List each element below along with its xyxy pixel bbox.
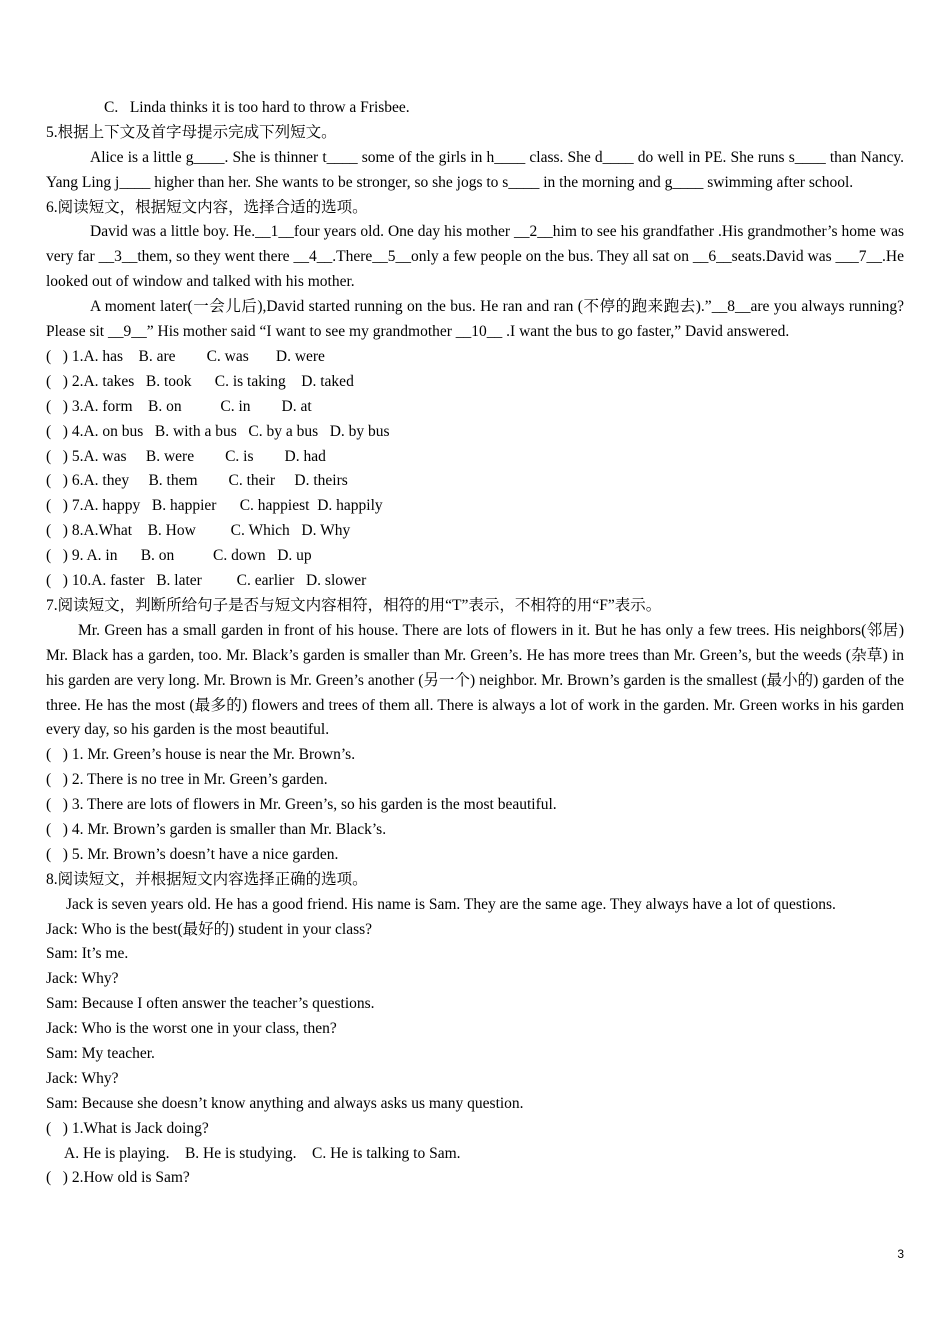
q5-passage: Alice is a little g____. She is thinner t____ some of the girls in h____ class. She d____ do well in PE. She runs s____ than Nancy. Yang Ling j____ higher than her. She wants to be stronger, so she jogs to s____ in the morning and g____ swimming after school.: [46, 148, 904, 191]
q6-paragraph-2: A moment later(一会儿后),David started running on the bus. He ran and ran (不停的跑来跑去).”__8__are you always running? Please sit __9__” His mother said “I want to see my grandmother __10__ .I want the bus to go faster,” David answered.: [46, 298, 904, 341]
q6-choice-item: ( ) 2.A. takes B. took C. is taking D. taked: [46, 372, 354, 390]
q8-question-1-choices: A. He is playing. B. He is studying. C. He is talking to Sam.: [64, 1144, 461, 1162]
page-number: 3: [897, 1247, 904, 1261]
q7-statement: ( ) 4. Mr. Brown’s garden is smaller than Mr. Black’s.: [46, 821, 387, 839]
q6-choice-item: ( ) 1.A. has B. are C. was D. were: [46, 348, 325, 366]
q7-statement-list: [46, 743, 904, 867]
dialogue-line: Jack: Why?: [46, 1069, 119, 1087]
page-content: [46, 96, 904, 1191]
q6-choice-item: ( ) 8.A.What B. How C. Which D. Why: [46, 522, 351, 540]
q8-question-2: ( ) 2.How old is Sam?: [46, 1169, 190, 1187]
q5-heading: 5.根据上下文及首字母提示完成下列短文。: [46, 123, 337, 141]
q6-paragraph-1: David was a little boy. He.__1__four years old. One day his mother __2__him to see his grandfather .His grandmother’s home was very far __3__them, so they went there __4__.There__5__only a few people on the bus. They all sat on __6__seats.David was ___7__.He looked out of window and talked with his mother.: [46, 223, 904, 291]
option-c: C. Linda thinks it is too hard to throw a Frisbee.: [104, 99, 410, 116]
dialogue-line: Jack: Who is the worst one in your class, then?: [46, 1020, 337, 1038]
q7-heading: 7.阅读短文，判断所给句子是否与短文内容相符，相符的用“T”表示，不相符的用“F”表示。: [46, 596, 662, 614]
q8-intro: Jack is seven years old. He has a good friend. His name is Sam. They are the same age. They always have a lot of questions.: [66, 895, 836, 913]
dialogue-line: Sam: It’s me.: [46, 945, 129, 963]
q7-statement: ( ) 5. Mr. Brown’s doesn’t have a nice garden.: [46, 845, 339, 863]
q8-dialogue: [46, 918, 904, 1117]
q6-choice-item: ( ) 6.A. they B. them C. their D. theirs: [46, 472, 348, 490]
dialogue-line: Sam: Because she doesn’t know anything and always asks us many question.: [46, 1094, 524, 1112]
q6-choice-item: ( ) 9. A. in B. on C. down D. up: [46, 547, 312, 565]
q6-choice-item: ( ) 5.A. was B. were C. is D. had: [46, 447, 326, 465]
q6-heading: 6.阅读短文，根据短文内容，选择合适的选项。: [46, 198, 368, 216]
q7-statement: ( ) 1. Mr. Green’s house is near the Mr. Brown’s.: [46, 746, 356, 764]
q7-statement: ( ) 2. There is no tree in Mr. Green’s garden.: [46, 771, 328, 789]
q7-passage: Mr. Green has a small garden in front of his house. There are lots of flowers in it. But he has only a few trees. His neighbors(邻居) Mr. Black has a garden, too. Mr. Black’s garden is smaller than Mr. Green’s. He has more trees than Mr. Green’s, but the weeds (杂草) in his garden are very long. Mr. Brown is Mr. Green’s another (另一个) neighbor. Mr. Brown’s garden is the smallest (最小的) garden of the three. He has the most (最多的) flowers and trees of them all. There is always a lot of work in the garden. Mr. Green works in his garden every day, so his garden is the most beautiful.: [46, 621, 904, 739]
q7-statement: ( ) 3. There are lots of flowers in Mr. Green’s, so his garden is the most beautiful.: [46, 796, 557, 814]
q6-choice-list: [46, 345, 904, 594]
q6-choice-item: ( ) 10.A. faster B. later C. earlier D. slower: [46, 572, 367, 590]
dialogue-line: Sam: Because I often answer the teacher’s questions.: [46, 995, 375, 1013]
q8-heading: 8.阅读短文，并根据短文内容选择正确的选项。: [46, 870, 368, 888]
dialogue-line: Jack: Why?: [46, 970, 119, 988]
q6-choice-item: ( ) 7.A. happy B. happier C. happiest D. happily: [46, 497, 383, 515]
q6-choice-item: ( ) 4.A. on bus B. with a bus C. by a bus D. by bus: [46, 422, 390, 440]
q6-choice-item: ( ) 3.A. form B. on C. in D. at: [46, 397, 312, 415]
q8-question-1: ( ) 1.What is Jack doing?: [46, 1119, 209, 1137]
dialogue-line: Sam: My teacher.: [46, 1045, 155, 1063]
dialogue-line: Jack: Who is the best(最好的) student in your class?: [46, 920, 373, 938]
